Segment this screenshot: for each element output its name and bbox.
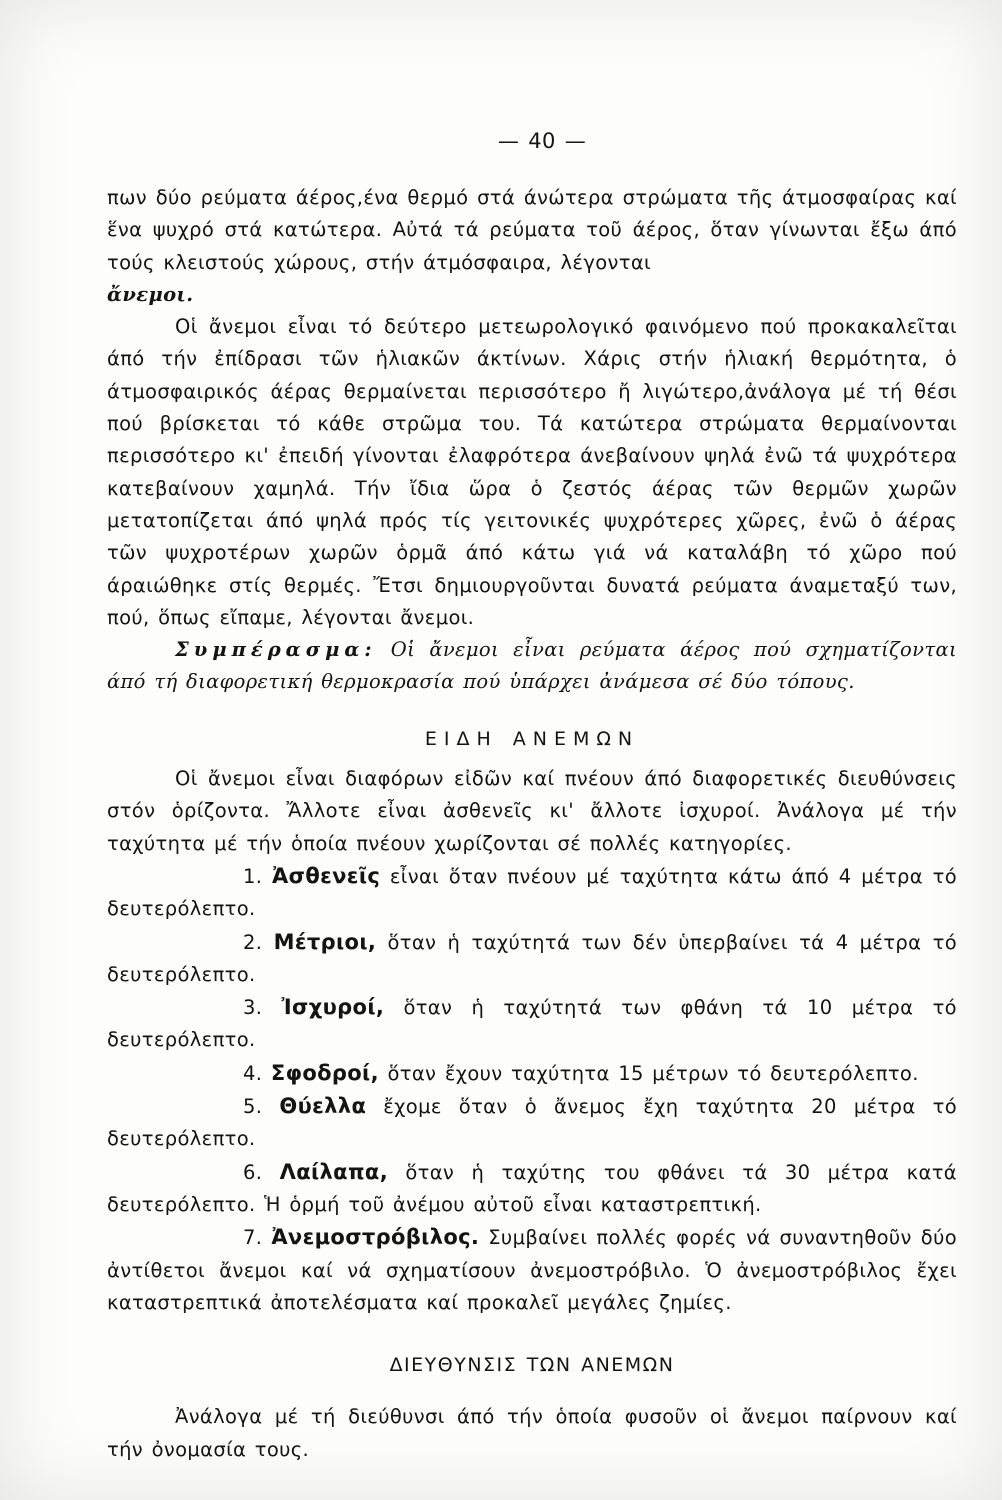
wind-type-number: 6. xyxy=(243,1160,263,1184)
intro-paragraph xyxy=(107,182,957,311)
wind-type-item xyxy=(107,1221,957,1319)
directions-paragraph: Ἀνάλογα μέ τή διεύθυνσι άπό τήν ὁποία φυσοῦν οἱ ἄνεμοι παίρνουν καί τήν ὀνομασία τους. xyxy=(107,1405,957,1461)
wind-type-item xyxy=(107,926,957,992)
summary-text: Οἱ ἄνεμοι εἶναι ρεύματα άέρος πού σχηματίζονται άπό τή διαφορετική θερμοκρασία πού ὑπάρχει ἀνάμεσα σέ δύο τόπους. xyxy=(107,638,957,694)
wind-type-term: Ἀνεμοστρόβιλος. xyxy=(271,1225,480,1250)
heading-wind-types: ΕΙΔΗ ΑΝΕΜΩΝ xyxy=(424,727,640,750)
wind-type-item xyxy=(107,860,957,926)
wind-type-number: 5. xyxy=(243,1095,263,1119)
wind-type-description: ὅταν ἡ ταχύτης του φθάνει τά 30 μέτρα κατά δευτερόλεπτο. Ἡ ὁρμή τοῦ ἀνέμου αὐτοῦ εἶναι καταστρεπτική. xyxy=(107,1160,957,1216)
wind-type-item xyxy=(107,1090,957,1156)
wind-type-term: Σφοδροί, xyxy=(270,1060,379,1085)
wind-type-description: εἶναι ὅταν πνέουν μέ ταχύτητα κάτω άπό 4 μέτρα τό δευτερόλεπτο. xyxy=(107,864,957,921)
wind-type-item xyxy=(107,1057,957,1090)
summary-label: Συμπέρασμα: xyxy=(175,638,377,662)
wind-type-term: Λαίλαπα, xyxy=(279,1159,389,1184)
paragraph-winds-cause: Οἱ ἄνεμοι εἶναι τό δεύτερο μετεωρολογικό φαινόμενο πού προκακαλεῖται άπό τήν ἐπίδρασι τῶν ἡλιακῶν άκτίνων. Χάρις στήν ἡλιακή θερμότητα, ὁ άτμοσφαιρικός άέρας θερμαίνεται περισσότερο ἤ λιγώτερο,ἀνάλογα μέ τή θέσι πού βρίσκεται τό κάθε στρῶμα του. Τά κατώτερα στρώματα θερμαίνονται περισσότερο κι' ἐπειδή γίνονται ἐλαφρότερα άνεβαίνουν ψηλά ἐνῶ τά ψυχρότερα κατεβαίνουν χαμηλά. Τήν ἴδια ὥρα ὁ ζεστός άέρας τῶν θερμῶν χωρῶν μετατοπίζεται άπό ψηλά πρός τίς γειτονικές ψυχρότερες χῶρες, ἐνῶ ὁ άέρας τῶν ψυχροτέρων χωρῶν ὁρμᾶ άπό κάτω γιά νά καταλάβη τό χῶρο πού άραιώθηκε στίς θερμές. Ἔτσι δημιουργοῦνται δυνατά ρεύματα άναμεταξύ των, πού, ὅπως εἴπαμε, λέγονται ἄνεμοι. xyxy=(107,315,957,629)
wind-type-term: Ἰσχυροί, xyxy=(281,995,385,1020)
wind-type-number: 4. xyxy=(243,1061,263,1085)
wind-type-term: Μέτριοι, xyxy=(273,929,377,954)
wind-type-description: ὅταν ἔχουν ταχύτητα 15 μέτρων τό δευτερόλεπτο. xyxy=(387,1061,919,1085)
wind-type-term: Θύελλα xyxy=(279,1094,367,1119)
types-intro: Οἱ ἄνεμοι εἶναι διαφόρων εἰδῶν καί πνέουν άπό διαφορετικές διευθύνσεις στόν ὁρίζοντα. Ἄλλοτε εἶναι ἀσθενεῖς κι' ἄλλοτε ἰσχυροί. Ἀνάλογα μέ τήν ταχύτητα μέ τήν ὁποία πνέουν χωρίζονται σέ πολλές κατηγορίες. xyxy=(107,767,957,855)
intro-text: πων δύο ρεύματα άέρος,ένα θερμό στά άνώτερα στρώματα τῆς άτμοσφαίρας καί ἕνα ψυχρό στά κατώτερα. Αὐτά τά ρεύματα τοῦ άέρος, ὅταν γίνωνται ἔξω άπό τούς κλειστούς χώρους, στήν άτμόσφαιρα, λέγονται xyxy=(107,186,957,274)
wind-type-number: 7. xyxy=(243,1226,263,1250)
page-content xyxy=(107,120,957,1466)
wind-type-description: ὅταν ἡ ταχύτητά των δέν ὑπερβαίνει τά 4 μέτρα τό δευτερόλεπτο. xyxy=(107,930,957,986)
wind-type-description: ὅταν ἡ ταχύτητά των φθάνη τά 10 μέτρα τό δευτερόλεπτο. xyxy=(107,996,957,1052)
wind-type-item xyxy=(107,991,957,1057)
wind-type-description: ἔχομε ὅταν ὁ ἄνεμος ἔχη ταχύτητα 20 μέτρα τό δευτερόλεπτο. xyxy=(107,1095,957,1151)
wind-type-number: 1. xyxy=(243,864,263,888)
wind-type-term: Ἀσθενεῖς xyxy=(272,863,381,888)
heading-wind-directions: ΔΙΕΥΘΥΝΣΙΣ ΤΩΝ ΑΝΕΜΩΝ xyxy=(389,1354,675,1377)
wind-type-number: 3. xyxy=(243,996,263,1020)
wind-type-number: 2. xyxy=(243,930,263,954)
wind-type-description: Συμβαίνει πολλές φορές νά συναντηθοῦν δύο ἀντίθετοι ἄνεμοι καί νά σχηματίσουν ἀνεμοστρόβιλο. Ὁ ἀνεμοστρόβιλος ἔχει καταστρεπτικά ἀποτελέσματα καί προκαλεῖ μεγάλες ζημίες. xyxy=(107,1226,957,1314)
page-number: — 40 — xyxy=(497,129,587,153)
wind-types-list xyxy=(107,860,957,1319)
intro-term: ἄνεμοι. xyxy=(107,282,194,306)
summary xyxy=(107,634,957,699)
wind-type-item xyxy=(107,1156,957,1222)
